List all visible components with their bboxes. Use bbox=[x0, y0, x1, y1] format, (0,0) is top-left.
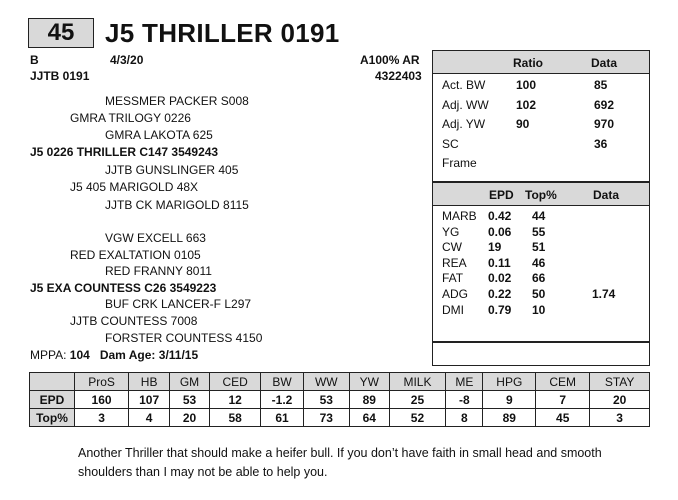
top-percent-cell: 64 bbox=[349, 409, 389, 427]
pedigree-sire-dam-sire: JJTB GUNSLINGER 405 bbox=[105, 163, 239, 177]
performance-label: Frame bbox=[442, 156, 477, 170]
breed: A100% AR bbox=[360, 53, 420, 67]
animal-name: J5 THRILLER 0191 bbox=[105, 18, 340, 48]
carcass-trait-label: ADG bbox=[442, 287, 469, 301]
performance-data: 85 bbox=[594, 78, 608, 92]
performance-label: SC bbox=[442, 136, 459, 151]
top-percent-cell: 3 bbox=[590, 409, 650, 427]
carcass-epd-value: 0.42 bbox=[488, 209, 512, 223]
top-percent-cell: 73 bbox=[303, 409, 349, 427]
epd-column-header: STAY bbox=[590, 373, 650, 391]
pedigree-dam-dam-sire: BUF CRK LANCER-F L297 bbox=[105, 297, 252, 311]
epd-value-cell: 20 bbox=[590, 391, 650, 409]
carcass-top-value: 55 bbox=[532, 224, 546, 239]
dam-age-value: 3/11/15 bbox=[158, 348, 199, 362]
epd-value-cell: -1.2 bbox=[261, 391, 303, 409]
blank-box bbox=[432, 342, 650, 366]
performance-label: Adj. YW bbox=[442, 117, 486, 131]
pedigree-dam-sire: RED EXALTATION 0105 bbox=[70, 248, 201, 262]
top-percent-row bbox=[30, 409, 650, 427]
epd-corner-cell bbox=[30, 373, 75, 391]
performance-ratio: 100 bbox=[516, 78, 537, 92]
epd-column-header: ProS bbox=[75, 373, 129, 391]
dam-age-label: Dam Age: bbox=[99, 348, 156, 362]
pedigree-sire-sire-dam: GMRA LAKOTA 625 bbox=[105, 128, 213, 142]
carcass-top-value: 51 bbox=[532, 240, 546, 255]
epd-values-row bbox=[30, 391, 650, 409]
sex: B bbox=[30, 53, 39, 67]
top-percent-cell: 89 bbox=[483, 409, 536, 427]
birth-date: 4/3/20 bbox=[110, 53, 144, 67]
top-percent-cell: 58 bbox=[209, 409, 260, 427]
carcass-trait-label: MARB bbox=[442, 209, 477, 223]
epd-value-cell: 53 bbox=[170, 391, 210, 409]
performance-label: Act. BW bbox=[442, 78, 486, 92]
registration-number: 4322403 bbox=[375, 69, 422, 83]
performance-data: 36 bbox=[594, 136, 608, 151]
carcass-top-value: 50 bbox=[532, 287, 546, 301]
epd-value-cell: 160 bbox=[75, 391, 129, 409]
epd-value-cell: 12 bbox=[209, 391, 260, 409]
performance-ratio: 102 bbox=[516, 97, 537, 112]
carcass-epd-value: 0.22 bbox=[488, 287, 512, 301]
top-percent-cell: 4 bbox=[129, 409, 170, 427]
epd-column-header: CED bbox=[209, 373, 260, 391]
epd-column-header: HPG bbox=[483, 373, 536, 391]
carcass-top-value: 46 bbox=[532, 255, 546, 270]
mppa-label: MPPA: bbox=[30, 348, 67, 362]
epd-value-cell: -8 bbox=[446, 391, 483, 409]
carcass-epd-value: 0.06 bbox=[488, 224, 512, 239]
lot-number: 45 bbox=[28, 18, 94, 48]
pedigree-sire-sire: GMRA TRILOGY 0226 bbox=[70, 111, 191, 125]
carcass-epd-value: 19 bbox=[488, 240, 502, 255]
carcass-col-epd: EPD bbox=[489, 188, 514, 202]
pedigree-sire-sire-sire: MESSMER PACKER S008 bbox=[105, 94, 249, 108]
pedigree-dam-dam: JJTB COUNTESS 7008 bbox=[70, 314, 198, 328]
epd-column-header: WW bbox=[303, 373, 349, 391]
epd-table bbox=[29, 372, 650, 427]
epd-value-cell: 25 bbox=[389, 391, 446, 409]
epd-column-header: BW bbox=[261, 373, 303, 391]
top-percent-cell: 8 bbox=[446, 409, 483, 427]
carcass-col-data: Data bbox=[593, 188, 620, 202]
epd-column-header: HB bbox=[129, 373, 170, 391]
epd-header-row bbox=[30, 373, 650, 391]
top-percent-cell: 52 bbox=[389, 409, 446, 427]
epd-column-header: CEM bbox=[536, 373, 590, 391]
performance-data: 692 bbox=[594, 97, 615, 112]
carcass-trait-label: FAT bbox=[442, 271, 464, 286]
performance-col-data: Data bbox=[591, 56, 618, 70]
epd-column-header: YW bbox=[349, 373, 389, 391]
carcass-epd-value: 0.11 bbox=[488, 255, 511, 270]
top-percent-cell: 45 bbox=[536, 409, 590, 427]
performance-col-ratio: Ratio bbox=[513, 56, 543, 70]
epd-column-header: ME bbox=[446, 373, 483, 391]
pedigree-dam-sire-sire: VGW EXCELL 663 bbox=[105, 231, 206, 245]
carcass-trait-label: YG bbox=[442, 224, 460, 239]
mppa-row bbox=[30, 348, 198, 362]
epd-value-cell: 9 bbox=[483, 391, 536, 409]
pedigree-sire: J5 0226 THRILLER C147 3549243 bbox=[30, 145, 219, 159]
epd-value-cell: 89 bbox=[349, 391, 389, 409]
carcass-top-value: 66 bbox=[532, 271, 546, 286]
performance-ratio: 90 bbox=[516, 117, 530, 131]
top-percent-cell: 61 bbox=[261, 409, 303, 427]
pedigree-sire-dam-dam: JJTB CK MARIGOLD 8115 bbox=[105, 198, 249, 212]
epd-row-label: EPD bbox=[30, 391, 75, 409]
carcass-top-value: 44 bbox=[532, 209, 546, 223]
carcass-col-top: Top% bbox=[525, 188, 557, 202]
carcass-data-value: 1.74 bbox=[592, 287, 616, 301]
performance-data: 970 bbox=[594, 117, 615, 131]
epd-value-cell: 7 bbox=[536, 391, 590, 409]
performance-label: Adj. WW bbox=[442, 97, 489, 112]
epd-value-cell: 107 bbox=[129, 391, 170, 409]
comment: Another Thriller that should make a heifer bull. If you don’t have faith in small head and smooth shoulders than I may not be able to help you. bbox=[78, 446, 602, 479]
epd-value-cell: 53 bbox=[303, 391, 349, 409]
top-percent-cell: 3 bbox=[75, 409, 129, 427]
pedigree-dam-sire-dam: RED FRANNY 8011 bbox=[105, 264, 212, 278]
carcass-epd-value: 0.02 bbox=[488, 271, 512, 286]
carcass-epd-value: 0.79 bbox=[488, 302, 512, 317]
carcass-trait-label: REA bbox=[442, 255, 467, 270]
tattoo: JJTB 0191 bbox=[30, 69, 90, 83]
pedigree-dam-dam-dam: FORSTER COUNTESS 4150 bbox=[105, 331, 263, 345]
carcass-top-value: 10 bbox=[532, 302, 546, 317]
epd-column-header: MILK bbox=[389, 373, 446, 391]
top-percent-cell: 20 bbox=[170, 409, 210, 427]
pedigree-sire-dam: J5 405 MARIGOLD 48X bbox=[70, 180, 199, 194]
epd-column-header: GM bbox=[170, 373, 210, 391]
carcass-trait-label: DMI bbox=[442, 302, 464, 317]
carcass-trait-label: CW bbox=[442, 240, 462, 255]
pedigree-dam: J5 EXA COUNTESS C26 3549223 bbox=[30, 281, 217, 295]
mppa-value: 104 bbox=[69, 348, 90, 362]
top-percent-row-label: Top% bbox=[30, 409, 75, 427]
